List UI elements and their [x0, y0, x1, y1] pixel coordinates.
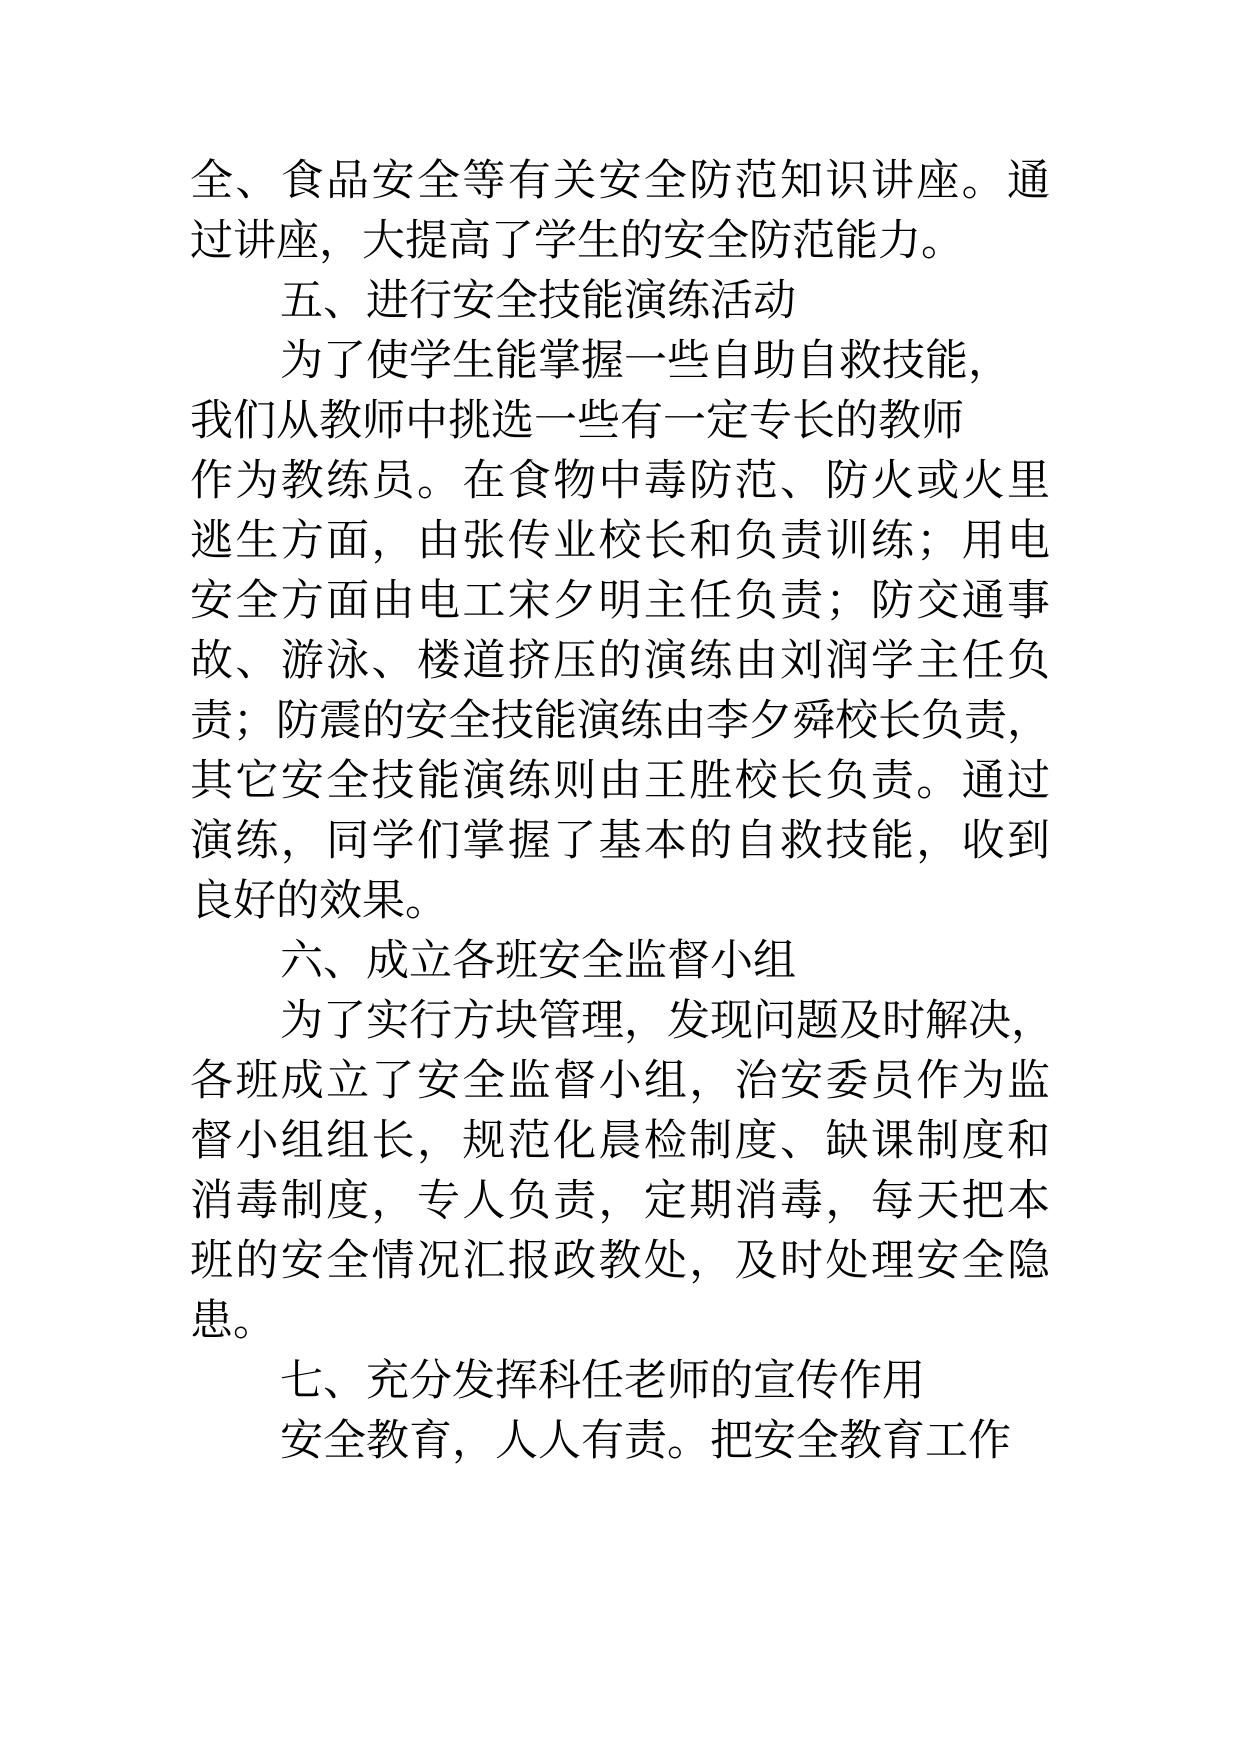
text-line: 故、游泳、楼道挤压的演练由刘润学主任负: [190, 636, 1050, 686]
text-line: 演练，同学们掌握了基本的自救技能，收到: [190, 816, 1050, 866]
paragraph-first-line: 安全教育，人人有责。把安全教育工作: [280, 1416, 1011, 1466]
text-line: 各班成立了安全监督小组，治安委员作为监: [190, 1056, 1050, 1106]
text-line: 良好的效果。: [190, 876, 448, 926]
document-body: [190, 151, 1090, 1471]
text-line: 逃生方面，由张传业校长和负责训练；用电: [190, 516, 1050, 566]
section-heading: 七、充分发挥科任老师的宣传作用: [280, 1356, 925, 1406]
text-line: 班的安全情况汇报政教处，及时处理安全隐: [190, 1236, 1050, 1286]
text-line: 患。: [190, 1296, 276, 1346]
text-line: 过讲座，大提高了学生的安全防范能力。: [190, 216, 964, 266]
section-heading: 六、成立各班安全监督小组: [280, 936, 796, 986]
text-line: 我们从教师中挑选一些有一定专长的教师: [190, 396, 964, 446]
paragraph-first-line: 为了实行方块管理，发现问题及时解决，: [280, 996, 1054, 1046]
text-line: 作为教练员。在食物中毒防范、防火或火里: [190, 456, 1050, 506]
text-line: 全、食品安全等有关安全防范知识讲座。通: [190, 156, 1050, 206]
text-line: 消毒制度，专人负责，定期消毒，每天把本: [190, 1176, 1050, 1226]
text-line: 安全方面由电工宋夕明主任负责；防交通事: [190, 576, 1050, 626]
paragraph-first-line: 为了使学生能掌握一些自助自救技能，: [280, 336, 1011, 386]
text-line: 督小组组长，规范化晨检制度、缺课制度和: [190, 1116, 1050, 1166]
text-line: 责；防震的安全技能演练由李夕舜校长负责，: [190, 696, 1050, 746]
text-line: 其它安全技能演练则由王胜校长负责。通过: [190, 756, 1050, 806]
section-heading: 五、进行安全技能演练活动: [280, 276, 796, 326]
